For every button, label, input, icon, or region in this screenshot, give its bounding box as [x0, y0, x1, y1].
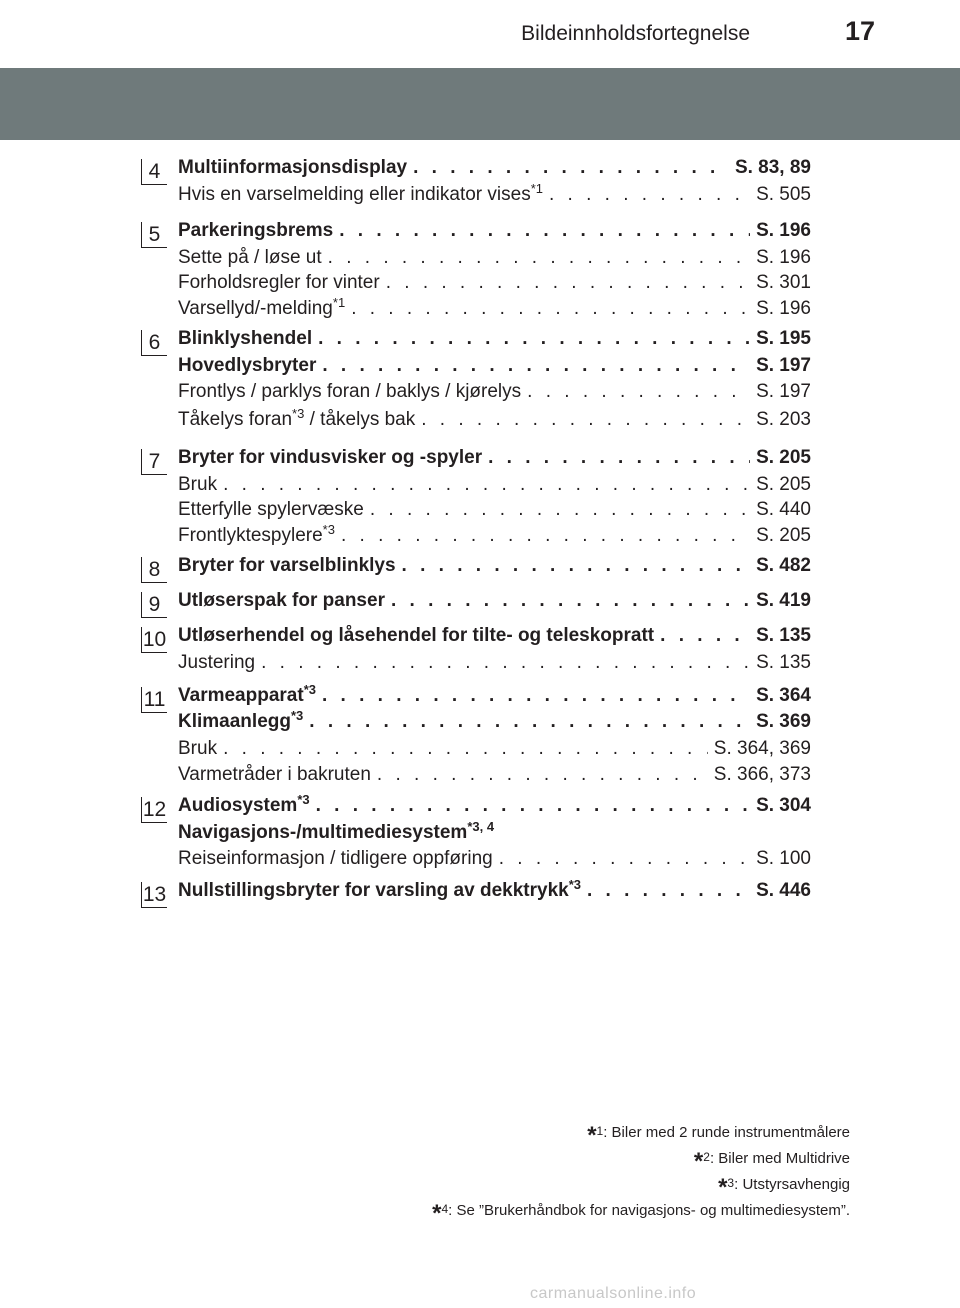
- entry-subitem[interactable]: [178, 409, 811, 435]
- entry-number: 10: [142, 628, 167, 651]
- entry-text: Parkeringsbrems: [178, 220, 334, 241]
- entry-number: 13: [142, 883, 167, 906]
- entry-heading[interactable]: [178, 220, 811, 246]
- page-reference[interactable]: S. 366, 373: [713, 764, 811, 785]
- entry-heading[interactable]: [178, 157, 811, 183]
- entry-text: Hvis en varselmelding eller indikator vises$^{*1}$: [178, 184, 543, 206]
- page-reference[interactable]: S. 135: [756, 625, 811, 646]
- entry-heading[interactable]: [178, 795, 811, 821]
- footnote-text: : Se ”Brukerhåndbok for navigasjons- og multimediesystem”.: [448, 1202, 850, 1219]
- dot-leader: [261, 652, 750, 674]
- page-reference[interactable]: S. 364: [756, 685, 811, 706]
- footnote-ref: *1: [332, 298, 346, 310]
- page-number: 17: [844, 16, 875, 46]
- entry-text: Varmeapparat$^{*3}$: [178, 685, 316, 707]
- page-header: [0, 0, 960, 56]
- entry-text: Frontlyktespylere$^{*3}$: [178, 525, 335, 547]
- footnote-number: 1: [596, 1124, 604, 1138]
- entry-subitem[interactable]: [178, 764, 811, 790]
- dot-leader: [341, 525, 750, 547]
- entry-number: 6: [141, 330, 167, 356]
- entry-subitem[interactable]: [178, 525, 811, 551]
- entry-heading[interactable]: [178, 590, 811, 616]
- dot-leader: [587, 880, 750, 902]
- entry-number: 8: [141, 557, 167, 583]
- entry-subitem[interactable]: [178, 738, 811, 764]
- page-reference[interactable]: S. 446: [756, 880, 811, 901]
- entry-text: Klimaanlegg$^{*3}$: [178, 711, 303, 733]
- entry-text: Nullstillingsbryter for varsling av dekktrykk$^{*3}$: [178, 880, 581, 902]
- footnote-ref: *3: [297, 795, 310, 807]
- dot-leader: [318, 328, 750, 350]
- entry-heading[interactable]: [178, 447, 811, 473]
- entry-text: Audiosystem$^{*3}$: [178, 795, 310, 817]
- entry-subitem[interactable]: [178, 184, 811, 210]
- entry-heading[interactable]: [178, 711, 811, 737]
- dot-leader: [316, 795, 750, 817]
- watermark: carmanualsonline.info: [530, 1285, 697, 1302]
- footnote: [432, 1120, 850, 1149]
- entry-subitem[interactable]: [178, 298, 811, 324]
- section-title: Bildeinnholdsfortegnelse: [521, 22, 750, 45]
- asterisk-icon: *: [587, 1122, 597, 1149]
- dot-leader: [377, 764, 708, 786]
- entry-heading[interactable]: [178, 555, 811, 581]
- entry-subitem[interactable]: [178, 474, 811, 500]
- page-reference[interactable]: S. 196: [756, 220, 811, 241]
- footnote-text: : Biler med 2 runde instrumentmålere: [603, 1124, 850, 1141]
- page-reference[interactable]: S. 205: [756, 447, 811, 468]
- footnote-number: 4: [441, 1202, 449, 1216]
- dot-leader: [322, 685, 750, 707]
- page-reference[interactable]: S. 197: [756, 355, 811, 376]
- entry-text: Multiinformasjonsdisplay: [178, 157, 408, 178]
- entry-text: Bryter for varselblinklys: [178, 555, 396, 576]
- page-reference[interactable]: S. 205: [756, 474, 811, 495]
- page-reference[interactable]: S. 505: [756, 184, 811, 205]
- page-reference[interactable]: S. 419: [756, 590, 811, 611]
- entry-number: 9: [141, 592, 167, 618]
- footnote-number: 3: [727, 1176, 735, 1190]
- entry-text: Etterfylle spylervæske: [178, 499, 364, 520]
- entry-heading[interactable]: [178, 880, 811, 906]
- entry-text: Bruk: [178, 474, 218, 495]
- dot-leader: [328, 247, 750, 269]
- page-reference[interactable]: S. 482: [756, 555, 811, 576]
- asterisk-icon: *: [718, 1174, 728, 1201]
- entry-heading[interactable]: [178, 355, 811, 381]
- footnote: [432, 1146, 850, 1175]
- entry-heading[interactable]: [178, 685, 811, 711]
- footnote-ref: *3: [322, 525, 335, 537]
- entry-number: 5: [141, 222, 167, 248]
- entry-text: Frontlys / parklys foran / baklys / kjørelys: [178, 381, 522, 402]
- entry-text: Varsellyd/-melding$^{*1}$: [178, 298, 345, 320]
- page-reference[interactable]: S. 196: [756, 247, 811, 268]
- footnote-ref: *3, 4: [467, 822, 495, 834]
- entry-subitem[interactable]: [178, 381, 811, 407]
- dot-leader: [421, 409, 750, 431]
- dot-leader: [322, 355, 750, 377]
- dot-leader: [339, 220, 750, 242]
- page-reference[interactable]: S. 83, 89: [734, 157, 811, 178]
- footnote: [432, 1172, 850, 1201]
- dot-leader: [223, 738, 708, 760]
- dot-leader: [499, 848, 750, 870]
- footnote-ref: *3: [292, 409, 305, 421]
- entry-heading[interactable]: [178, 328, 811, 354]
- entry-text: Utløserspak for panser: [178, 590, 385, 611]
- asterisk-icon: *: [693, 1148, 704, 1175]
- footnote-number: 2: [703, 1150, 710, 1164]
- page-reference[interactable]: S. 364, 369: [713, 738, 811, 759]
- page-reference[interactable]: S. 203: [756, 409, 811, 430]
- dot-leader: [488, 447, 750, 469]
- footnote-ref: *3: [568, 880, 581, 892]
- entry-text: Bryter for vindusvisker og -spyler: [178, 447, 483, 468]
- entry-subitem[interactable]: [178, 272, 811, 298]
- entry-text: Tåkelys foran$^{*3}$ / tåkelys bak: [178, 409, 415, 431]
- entry-number: 11: [141, 687, 167, 713]
- page-reference[interactable]: S. 304: [756, 795, 811, 816]
- page-reference[interactable]: S. 369: [756, 711, 811, 732]
- entry-heading[interactable]: [178, 625, 811, 651]
- entry-number: 12: [142, 798, 167, 821]
- page-reference[interactable]: S. 100: [756, 848, 811, 869]
- page-reference[interactable]: S. 196: [756, 298, 811, 319]
- entry-text: Hovedlysbryter: [178, 355, 317, 376]
- entry-heading[interactable]: [178, 822, 811, 848]
- footnote-text: : Biler med Multidrive: [709, 1150, 850, 1167]
- entry-text: Utløserhendel og låsehendel for tilte- og teleskopratt: [178, 625, 655, 646]
- footnote-ref: *3: [303, 685, 316, 697]
- footnote-ref: *3: [290, 711, 304, 723]
- header-band: [0, 68, 960, 140]
- footnote-text: : Utstyrsavhengig: [734, 1176, 850, 1193]
- dot-leader: [386, 272, 750, 294]
- entry-text: Justering: [178, 652, 256, 673]
- entry-subitem[interactable]: [178, 652, 811, 678]
- page-reference[interactable]: S. 440: [756, 499, 811, 520]
- entry-text: Navigasjons-/multimediesystem$^{*3, 4}$: [178, 822, 494, 844]
- dot-leader: [660, 625, 750, 647]
- entry-subitem[interactable]: [178, 848, 811, 874]
- entry-text: Varmetråder i bakruten: [178, 764, 371, 785]
- page-reference[interactable]: S. 197: [756, 381, 811, 402]
- asterisk-icon: *: [432, 1200, 442, 1227]
- footnotes: [432, 1120, 850, 1227]
- dot-leader: [549, 184, 750, 206]
- dot-leader: [223, 474, 750, 496]
- dot-leader: [351, 298, 750, 320]
- page-reference[interactable]: S. 195: [756, 328, 811, 349]
- entry-text: Blinklyshendel: [178, 328, 313, 349]
- entry-text: Sette på / løse ut: [178, 247, 322, 268]
- entry-text: Reiseinformasjon / tidligere oppføring: [178, 848, 493, 869]
- entry-text: Bruk: [178, 738, 218, 759]
- page-reference[interactable]: S. 301: [756, 272, 811, 293]
- dot-leader: [413, 157, 729, 179]
- page-reference[interactable]: S. 135: [756, 652, 811, 673]
- entry-subitem[interactable]: [178, 247, 811, 273]
- footnote-ref: *1: [530, 184, 543, 196]
- dot-leader: [402, 555, 751, 577]
- dot-leader: [309, 711, 750, 733]
- footnote: [432, 1198, 850, 1227]
- entry-text: Forholdsregler for vinter: [178, 272, 380, 293]
- entry-number: 7: [141, 449, 167, 475]
- dot-leader: [370, 499, 750, 521]
- entry-number: 4: [141, 159, 167, 185]
- dot-leader: [527, 381, 750, 403]
- entry-subitem[interactable]: [178, 499, 811, 525]
- page-reference[interactable]: S. 205: [756, 525, 811, 546]
- dot-leader: [391, 590, 750, 612]
